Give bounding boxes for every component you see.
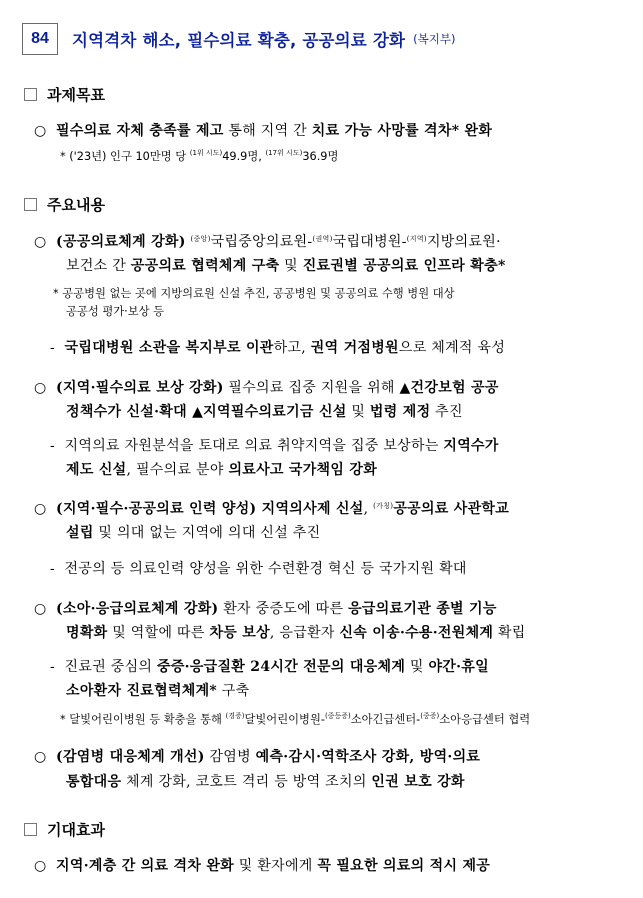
item-label: (소아·응급의료체계 강화) bbox=[56, 601, 219, 617]
content-dash-3 bbox=[50, 558, 467, 578]
effect-item bbox=[34, 855, 490, 875]
content-item-2 bbox=[34, 377, 499, 397]
content-dash-2 bbox=[50, 435, 499, 455]
circle-bullet-icon: ○ bbox=[34, 380, 47, 396]
text: 지역수가 bbox=[443, 438, 499, 454]
text: 공공의료 협력체계 구축 bbox=[130, 258, 280, 274]
superscript: (권역) bbox=[312, 235, 333, 243]
circle-bullet-icon: ○ bbox=[34, 123, 47, 139]
content-dash-2-line2 bbox=[66, 459, 377, 479]
text: ('23년) 인구 10만명 당 bbox=[69, 150, 190, 163]
text: 및 bbox=[405, 659, 429, 675]
text: 지역의료 자원분석을 토대로 의료 취약지역을 집중 보상하는 bbox=[64, 438, 444, 454]
dash-bullet: - bbox=[50, 340, 56, 356]
text: 차등 보상 bbox=[209, 625, 270, 641]
text: 제도 신설 bbox=[66, 462, 127, 478]
text: 공공병원 없는 곳에 지방의료원 신설 추진, 공공병원 및 공공의료 수행 병원 대상 bbox=[62, 287, 455, 300]
item-label: (공공의료체계 강화) bbox=[56, 234, 186, 250]
content-footnote-2 bbox=[60, 711, 530, 727]
section-heading-goal bbox=[24, 84, 105, 105]
superscript: (경증) bbox=[225, 712, 245, 720]
circle-bullet-icon: ○ bbox=[34, 749, 47, 765]
square-bullet-icon bbox=[24, 823, 37, 836]
text: 확립 bbox=[493, 625, 526, 641]
content-footnote-1 bbox=[53, 285, 455, 301]
text: 진료권 중심의 bbox=[64, 659, 157, 675]
item-label: (지역·필수·공공의료 인력 양성) bbox=[56, 501, 257, 517]
text: 달빛어린이병원 등 확충을 통해 bbox=[69, 713, 226, 726]
text: 지방의료원· bbox=[426, 234, 501, 250]
text: 권역 거점병원 bbox=[310, 340, 399, 356]
superscript: (중앙) bbox=[190, 235, 211, 243]
text: 신속 이송·수용·전원체계 bbox=[339, 625, 494, 641]
section-heading-effect bbox=[24, 819, 105, 840]
content-item-1-line2 bbox=[66, 255, 506, 275]
text: , 필수의료 분야 bbox=[126, 462, 229, 478]
text: 인권 보호 강화 bbox=[371, 774, 465, 790]
content-item-1 bbox=[34, 231, 501, 251]
superscript: (중등증) bbox=[324, 712, 351, 720]
text: 국립대병원 소관을 복지부로 이관 bbox=[64, 340, 274, 356]
page-title: 지역격차 해소, 필수의료 확충, 공공의료 강화 bbox=[72, 31, 406, 50]
content-dash-4 bbox=[50, 656, 489, 676]
text: 36.9명 bbox=[302, 150, 339, 163]
content-item-4-line2 bbox=[66, 622, 526, 642]
text: 설립 bbox=[66, 525, 94, 541]
text: 및 bbox=[279, 258, 303, 274]
dash-bullet: - bbox=[50, 438, 56, 454]
content-item-4 bbox=[34, 598, 497, 618]
text: 꼭 필요한 의료의 적시 제공 bbox=[317, 858, 491, 874]
text: 소아응급센터 협력 bbox=[439, 713, 531, 726]
text: 보건소 간 bbox=[66, 258, 131, 274]
item-label: (감염병 대응체계 개선) bbox=[56, 749, 205, 765]
text: , bbox=[363, 501, 374, 517]
text: 필수의료 집중 지원을 위해 bbox=[223, 380, 400, 396]
goal-footnote bbox=[60, 148, 338, 164]
text: 환자 중증도에 따른 bbox=[218, 601, 349, 617]
content-footnote-1-line2 bbox=[66, 303, 164, 319]
dash-bullet: - bbox=[50, 561, 56, 577]
content-item-3 bbox=[34, 498, 509, 518]
text: 소아환자 진료협력체계* bbox=[66, 683, 218, 699]
text: 하고, bbox=[273, 340, 311, 356]
text: 지역·계층 간 의료 격차 완화 bbox=[56, 858, 234, 874]
superscript: (지역) bbox=[406, 235, 427, 243]
text: 의료사고 국가책임 강화 bbox=[228, 462, 378, 478]
text: 으로 체계적 육성 bbox=[398, 340, 506, 356]
goal-item bbox=[34, 120, 492, 140]
square-bullet-icon bbox=[24, 88, 37, 101]
text: 지역의사제 신설 bbox=[256, 501, 364, 517]
section-heading-content bbox=[24, 194, 105, 215]
item-label: (지역·필수의료 보상 강화) bbox=[56, 380, 224, 396]
text: 공공성 평가·보상 등 bbox=[66, 305, 165, 318]
section-title: 기대효과 bbox=[47, 821, 105, 839]
circle-bullet-icon: ○ bbox=[34, 501, 47, 517]
text: 국립중앙의료원- bbox=[210, 234, 313, 250]
content-item-5 bbox=[34, 746, 480, 766]
text: 구축 bbox=[217, 683, 250, 699]
content-item-5-line2 bbox=[66, 771, 465, 791]
superscript: (중증) bbox=[420, 712, 440, 720]
text: ▲건강보험 공공 bbox=[399, 380, 499, 396]
text: 및 환자에게 bbox=[233, 858, 318, 874]
text: 추진 bbox=[430, 404, 463, 420]
text: 응급의료기관 종별 기능 bbox=[348, 601, 497, 617]
superscript: (17위 시도) bbox=[265, 149, 303, 157]
ministry-label: (복지부) bbox=[413, 32, 456, 46]
content-dash-1 bbox=[50, 337, 505, 357]
circle-bullet-icon: ○ bbox=[34, 234, 47, 250]
text: 전공의 등 의료인력 양성을 위한 수련환경 혁신 등 국가지원 확대 bbox=[64, 561, 467, 577]
text: , 응급환자 bbox=[269, 625, 340, 641]
dash-bullet: - bbox=[50, 659, 56, 675]
content-item-3-line2 bbox=[66, 522, 320, 542]
asterisk: * bbox=[53, 287, 59, 300]
text: 통합대응 bbox=[66, 774, 122, 790]
asterisk: * bbox=[60, 150, 66, 163]
circle-bullet-icon: ○ bbox=[34, 601, 47, 617]
section-title: 과제목표 bbox=[47, 86, 105, 104]
text: 명확화 bbox=[66, 625, 108, 641]
text: 필수의료 자체 충족률 제고 bbox=[56, 123, 224, 139]
text: 및 의대 없는 지역에 의대 신설 추진 bbox=[93, 525, 321, 541]
superscript: (1위 시도) bbox=[189, 149, 223, 157]
text: 야간·휴일 bbox=[428, 659, 489, 675]
text: 중증·응급질환 24시간 전문의 대응체계 bbox=[157, 659, 406, 675]
task-number-badge: 84 bbox=[22, 23, 58, 55]
text: 국립대병원- bbox=[332, 234, 407, 250]
section-title: 주요내용 bbox=[47, 196, 105, 214]
page-header bbox=[22, 22, 455, 56]
text: 정책수가 신설·확대 ▲지역필수의료기금 신설 bbox=[66, 404, 347, 420]
content-item-2-line2 bbox=[66, 401, 463, 421]
text: 감염병 bbox=[204, 749, 256, 765]
circle-bullet-icon: ○ bbox=[34, 858, 47, 874]
square-bullet-icon bbox=[24, 198, 37, 211]
text: 진료권별 공공의료 인프라 확충* bbox=[302, 258, 506, 274]
text: 공공의료 사관학교 bbox=[393, 501, 510, 517]
text: 49.9명, bbox=[222, 150, 266, 163]
text: 및 역할에 따른 bbox=[107, 625, 210, 641]
text: 법령 제정 bbox=[369, 404, 431, 420]
text: 치료 가능 사망률 격차* 완화 bbox=[311, 123, 493, 139]
content-dash-4-line2 bbox=[66, 680, 249, 700]
text: 소아긴급센터- bbox=[350, 713, 421, 726]
text: 예측·감시·역학조사 강화, 방역·의료 bbox=[255, 749, 481, 765]
asterisk: * bbox=[60, 713, 66, 726]
text: 달빛어린이병원- bbox=[244, 713, 325, 726]
superscript: (가칭) bbox=[373, 502, 394, 510]
text: 및 bbox=[346, 404, 370, 420]
text: 체계 강화, 코호트 격리 등 방역 조치의 bbox=[121, 774, 372, 790]
text: 통해 지역 간 bbox=[223, 123, 312, 139]
